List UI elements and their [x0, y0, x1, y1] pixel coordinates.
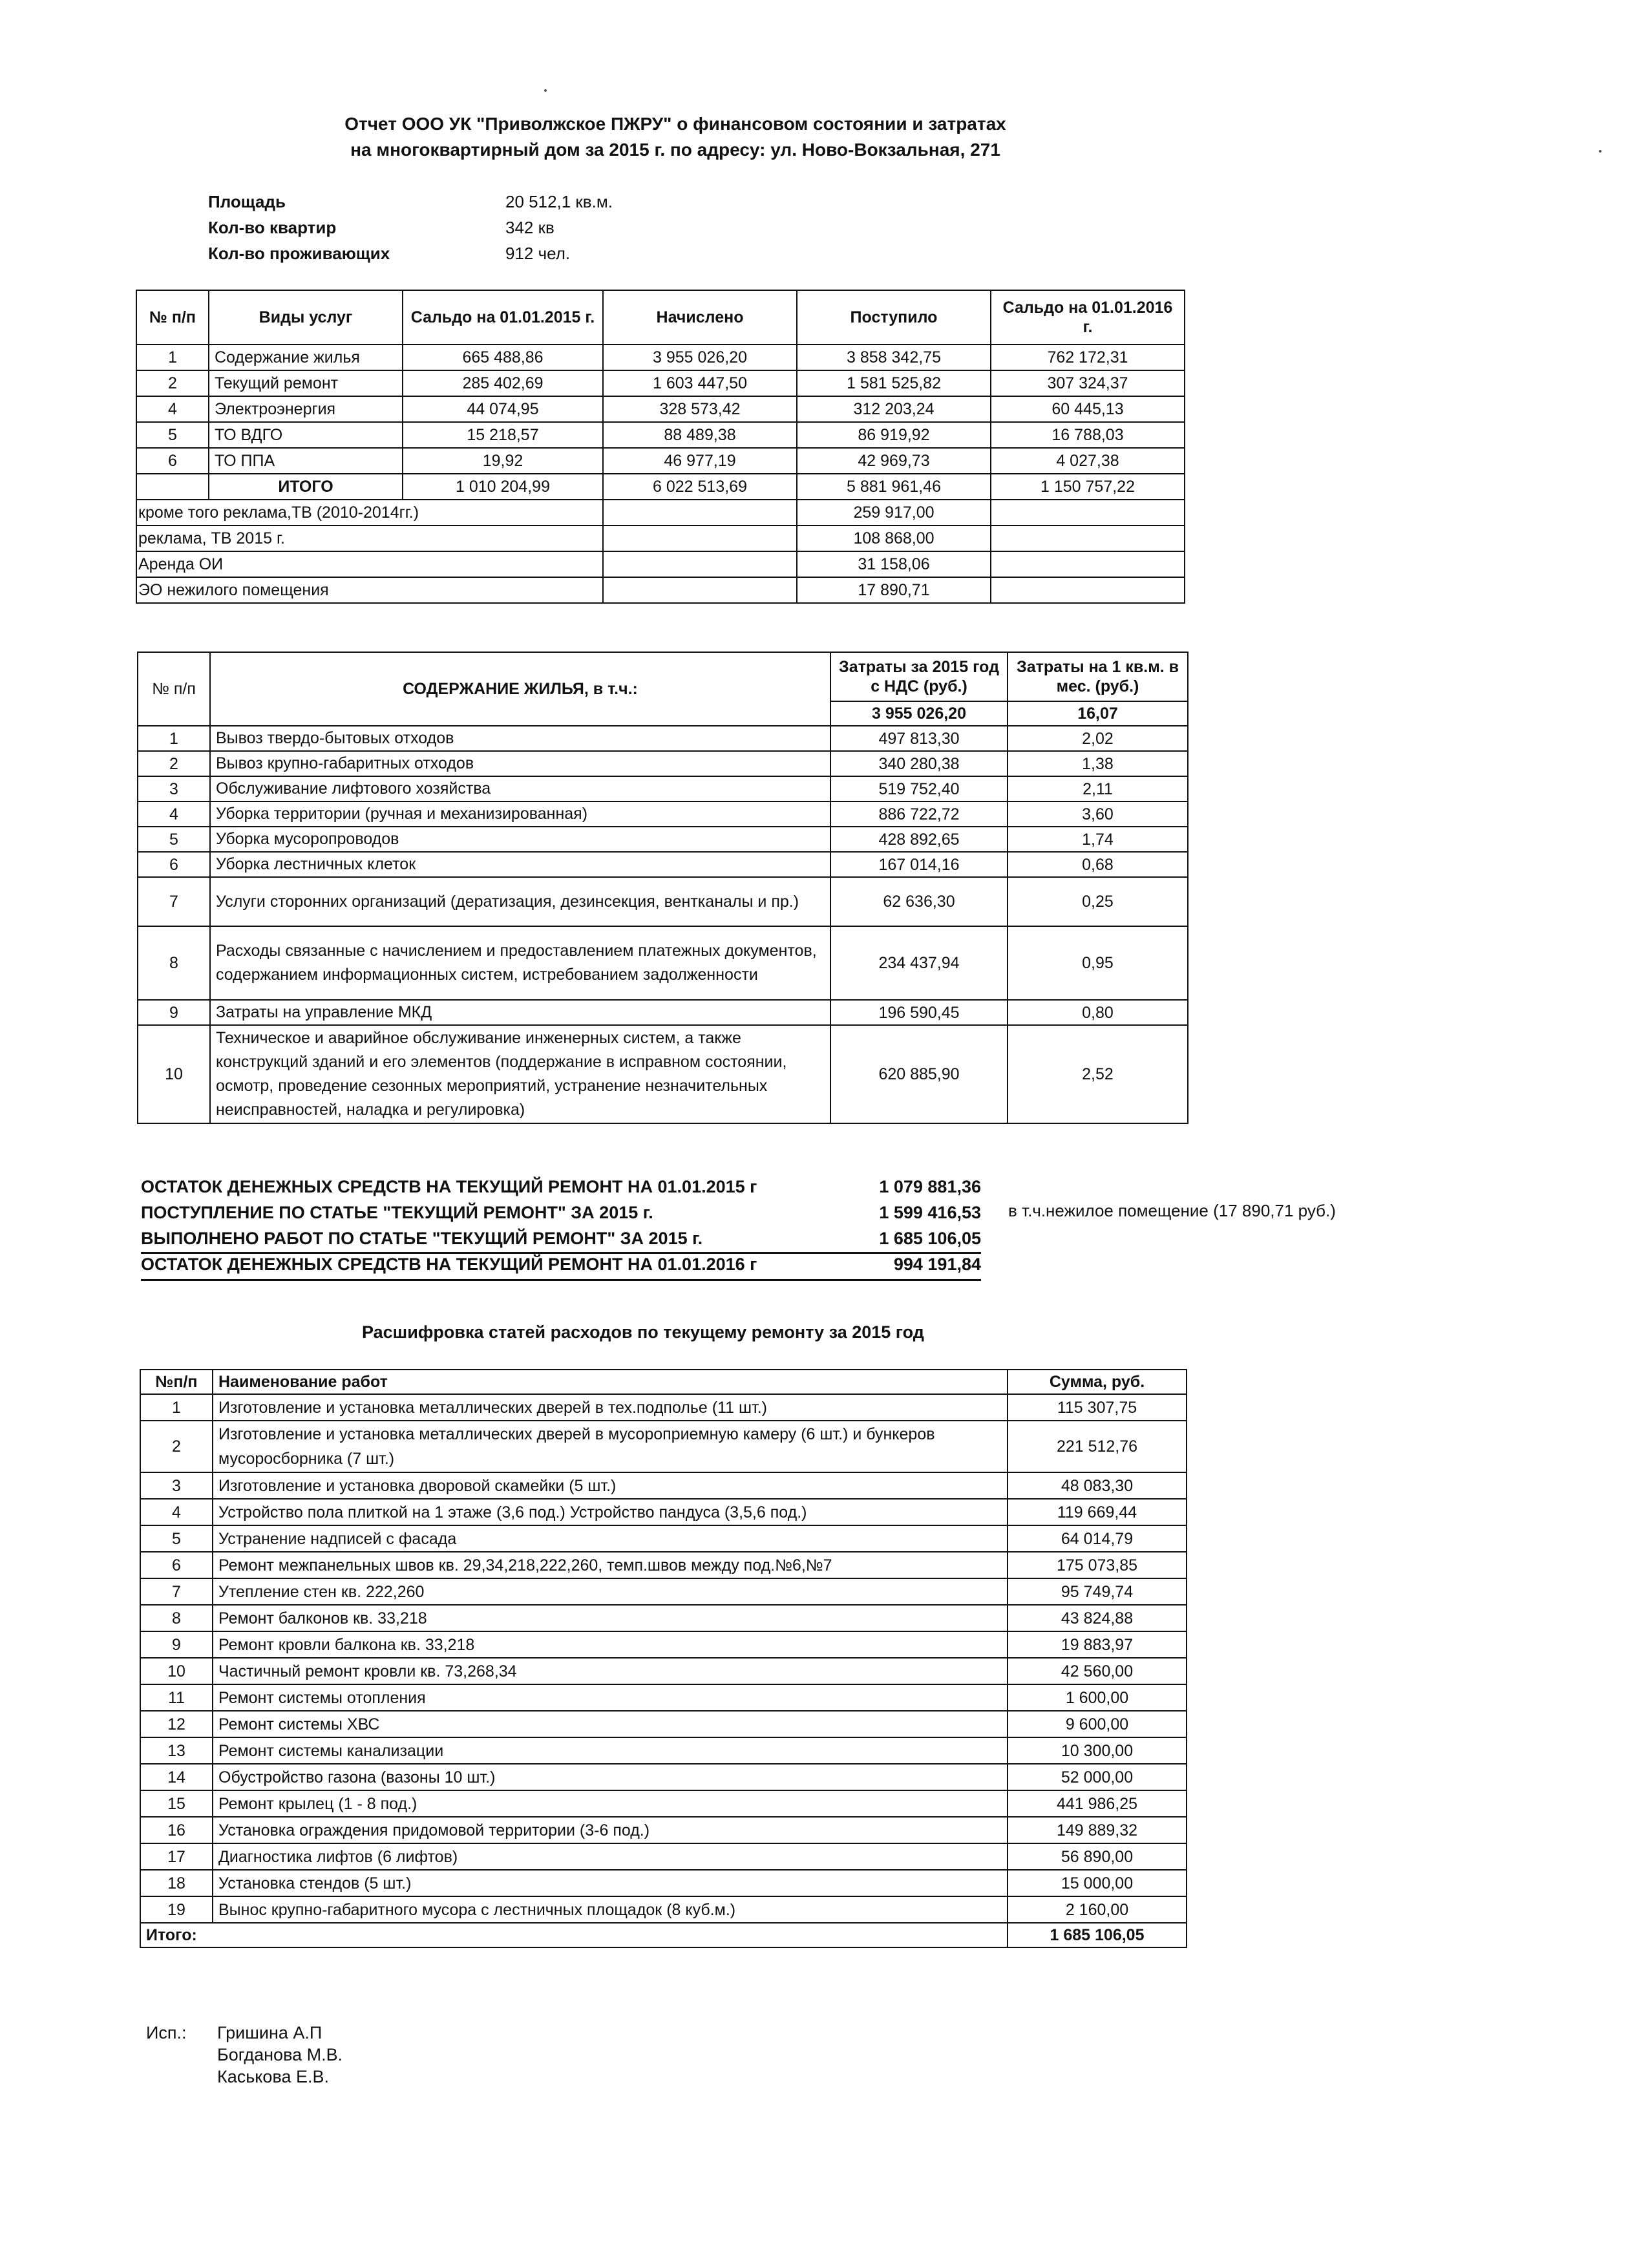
row-sum: 48 083,30 — [1008, 1472, 1187, 1499]
row-num: 10 — [138, 1025, 210, 1123]
row-num: 15 — [140, 1790, 213, 1817]
row-sum: 56 890,00 — [1008, 1843, 1187, 1870]
row-num: 6 — [138, 852, 210, 877]
total-saldo-end: 1 150 757,22 — [991, 474, 1185, 500]
row-num: 1 — [136, 344, 209, 370]
executor-name: Каськова Е.В. — [217, 2067, 330, 2086]
col-header-name: Наименование работ — [213, 1370, 1008, 1394]
summary-label: ВЫПОЛНЕНО РАБОТ ПО СТАТЬЕ "ТЕКУЩИЙ РЕМОНТ" ЗА 2015 г. — [141, 1229, 703, 1248]
row-received: 312 203,24 — [797, 396, 991, 422]
table-row — [140, 1658, 1187, 1684]
col-header-received: Поступило — [797, 290, 991, 344]
info-label: Кол-во проживающих — [208, 244, 390, 263]
col-header-num: № п/п — [136, 290, 209, 344]
row-num: 17 — [140, 1843, 213, 1870]
row-service: ТО ВДГО — [209, 422, 403, 448]
total-charged: 6 022 513,69 — [603, 474, 797, 500]
summary-value: 1 079 881,36 — [879, 1177, 981, 1196]
total-value: 1 685 106,05 — [1008, 1923, 1187, 1947]
row-per-m: 3,60 — [1008, 801, 1188, 827]
table-row — [138, 726, 1188, 751]
row-work-name: Ремонт системы отопления — [213, 1684, 1008, 1711]
row-num: 9 — [140, 1631, 213, 1658]
row-sum: 175 073,85 — [1008, 1552, 1187, 1578]
table-row — [138, 852, 1188, 877]
row-saldo-start: 44 074,95 — [403, 396, 603, 422]
row-num: 1 — [140, 1394, 213, 1421]
row-num: 8 — [140, 1605, 213, 1631]
table-row — [140, 1631, 1187, 1658]
total-cost: 3 955 026,20 — [830, 701, 1008, 726]
row-charged: 328 573,42 — [603, 396, 797, 422]
table-row — [140, 1394, 1187, 1421]
row-received: 1 581 525,82 — [797, 370, 991, 396]
col-header-service: Виды услуг — [209, 290, 403, 344]
repair-breakdown-title: Расшифровка статей расходов по текущему ремонту за 2015 год — [362, 1322, 924, 1342]
table-row — [140, 1711, 1187, 1737]
row-num: 8 — [138, 926, 210, 1000]
row-num: 4 — [138, 801, 210, 827]
row-per-m: 2,02 — [1008, 726, 1188, 751]
empty-cell — [603, 500, 797, 525]
row-work-name: Устранение надписей с фасада — [213, 1525, 1008, 1552]
table-row — [136, 344, 1185, 370]
total-row — [136, 474, 1185, 500]
table-row — [136, 525, 1185, 551]
row-work-name: Обустройство газона (вазоны 10 шт.) — [213, 1764, 1008, 1790]
row-sum: 9 600,00 — [1008, 1711, 1187, 1737]
row-sum: 42 560,00 — [1008, 1658, 1187, 1684]
extra-value: 259 917,00 — [797, 500, 991, 525]
scan-speck — [544, 89, 547, 92]
extra-income-body — [136, 500, 1185, 603]
row-charged: 3 955 026,20 — [603, 344, 797, 370]
maintenance-costs-body — [138, 726, 1188, 1123]
extra-value: 17 890,71 — [797, 577, 991, 603]
table-row — [140, 1684, 1187, 1711]
row-num: 11 — [140, 1684, 213, 1711]
empty-cell — [991, 525, 1185, 551]
table-row — [136, 448, 1185, 474]
row-saldo-end: 60 445,13 — [991, 396, 1185, 422]
row-charged: 1 603 447,50 — [603, 370, 797, 396]
summary-row — [141, 1225, 981, 1251]
table-header-row — [140, 1370, 1187, 1394]
row-cost: 886 722,72 — [830, 801, 1008, 827]
row-num: 6 — [140, 1552, 213, 1578]
row-num: 2 — [140, 1421, 213, 1472]
row-per-m: 0,68 — [1008, 852, 1188, 877]
row-sum: 15 000,00 — [1008, 1870, 1187, 1896]
row-num: 12 — [140, 1711, 213, 1737]
table-row — [140, 1764, 1187, 1790]
table-row — [138, 926, 1188, 1000]
row-num: 4 — [140, 1499, 213, 1525]
summary-value: 1 685 106,05 — [879, 1229, 981, 1248]
row-sum: 10 300,00 — [1008, 1737, 1187, 1764]
row-work-name: Частичный ремонт кровли кв. 73,268,34 — [213, 1658, 1008, 1684]
info-value: 20 512,1 кв.м. — [505, 192, 613, 211]
row-cost: 196 590,45 — [830, 1000, 1008, 1025]
table-row — [138, 827, 1188, 852]
info-label: Площадь — [208, 192, 286, 211]
row-sum: 64 014,79 — [1008, 1525, 1187, 1552]
row-work-name: Ремонт крылец (1 - 8 под.) — [213, 1790, 1008, 1817]
table-row — [140, 1472, 1187, 1499]
col-header-sum: Сумма, руб. — [1008, 1370, 1187, 1394]
table-row — [140, 1605, 1187, 1631]
total-saldo-start: 1 010 204,99 — [403, 474, 603, 500]
row-num: 2 — [136, 370, 209, 396]
info-value: 342 кв — [505, 218, 555, 237]
row-per-m: 2,52 — [1008, 1025, 1188, 1123]
table-row — [136, 370, 1185, 396]
table-row — [140, 1552, 1187, 1578]
table-row — [138, 776, 1188, 801]
row-description: Уборка лестничных клеток — [210, 852, 830, 877]
summary-value: 994 191,84 — [893, 1255, 981, 1274]
extra-label: Аренда ОИ — [136, 551, 603, 577]
row-saldo-start: 15 218,57 — [403, 422, 603, 448]
row-description: Вывоз крупно-габаритных отходов — [210, 751, 830, 776]
row-sum: 221 512,76 — [1008, 1421, 1187, 1472]
summary-row — [141, 1200, 981, 1225]
row-num: 19 — [140, 1896, 213, 1923]
table-row — [136, 577, 1185, 603]
extra-value: 108 868,00 — [797, 525, 991, 551]
empty-cell — [991, 551, 1185, 577]
repair-fund-summary — [141, 1174, 981, 1277]
table-row — [138, 751, 1188, 776]
row-num: 9 — [138, 1000, 210, 1025]
maintenance-costs-table — [137, 652, 1188, 1124]
table-row — [138, 1025, 1188, 1123]
row-num: 10 — [140, 1658, 213, 1684]
executors-names — [217, 2022, 343, 2088]
empty-cell — [603, 551, 797, 577]
table-row — [140, 1790, 1187, 1817]
row-num: 7 — [138, 877, 210, 926]
col-header-title: СОДЕРЖАНИЕ ЖИЛЬЯ, в т.ч.: — [210, 652, 830, 726]
row-num: 3 — [138, 776, 210, 801]
extra-label: кроме того реклама,ТВ (2010-2014гг.) — [136, 500, 603, 525]
services-balance-table — [136, 290, 1185, 604]
row-work-name: Изготовление и установка металлических дверей в мусороприемную камеру (6 шт.) и бункеров мусоросборника (7 шт.) — [213, 1421, 1008, 1472]
row-per-m: 2,11 — [1008, 776, 1188, 801]
row-work-name: Ремонт межпанельных швов кв. 29,34,218,222,260, темп.швов между под.№6,№7 — [213, 1552, 1008, 1578]
row-service: ТО ППА — [209, 448, 403, 474]
table-row — [138, 877, 1188, 926]
row-cost: 620 885,90 — [830, 1025, 1008, 1123]
total-label: Итого: — [140, 1923, 1008, 1947]
row-description: Расходы связанные с начислением и предоставлением платежных документов, содержанием информационных систем, истребованием задолженности — [210, 926, 830, 1000]
row-sum: 115 307,75 — [1008, 1394, 1187, 1421]
col-header-saldo-start: Сальдо на 01.01.2015 г. — [403, 290, 603, 344]
row-service: Содержание жилья — [209, 344, 403, 370]
report-title-line1: Отчет ООО УК "Приволжское ПЖРУ" о финансовом состоянии и затратах — [344, 114, 1006, 134]
row-per-m: 0,80 — [1008, 1000, 1188, 1025]
row-num: 7 — [140, 1578, 213, 1605]
row-work-name: Ремонт балконов кв. 33,218 — [213, 1605, 1008, 1631]
table-row — [140, 1578, 1187, 1605]
row-num: 2 — [138, 751, 210, 776]
table-row — [136, 422, 1185, 448]
summary-row — [141, 1251, 981, 1277]
summary-value: 1 599 416,53 — [879, 1203, 981, 1222]
row-cost: 234 437,94 — [830, 926, 1008, 1000]
row-cost: 428 892,65 — [830, 827, 1008, 852]
row-cost: 519 752,40 — [830, 776, 1008, 801]
col-header-saldo-end: Сальдо на 01.01.2016 г. — [991, 290, 1185, 344]
row-work-name: Установка стендов (5 шт.) — [213, 1870, 1008, 1896]
row-sum: 1 600,00 — [1008, 1684, 1187, 1711]
row-sum: 95 749,74 — [1008, 1578, 1187, 1605]
row-service: Текущий ремонт — [209, 370, 403, 396]
summary-note: в т.ч.нежилое помещение (17 890,71 руб.) — [1008, 1201, 1336, 1220]
row-per-m: 0,25 — [1008, 877, 1188, 926]
table-row — [138, 801, 1188, 827]
row-work-name: Диагностика лифтов (6 лифтов) — [213, 1843, 1008, 1870]
report-title-line2: на многоквартирный дом за 2015 г. по адресу: ул. Ново-Вокзальная, 271 — [350, 140, 1000, 160]
row-work-name: Установка ограждения придомовой территории (3-6 под.) — [213, 1817, 1008, 1843]
row-description: Вывоз твердо-бытовых отходов — [210, 726, 830, 751]
row-sum: 2 160,00 — [1008, 1896, 1187, 1923]
row-work-name: Ремонт кровли балкона кв. 33,218 — [213, 1631, 1008, 1658]
row-description: Обслуживание лифтового хозяйства — [210, 776, 830, 801]
row-work-name: Вынос крупно-габаритного мусора с лестничных площадок (8 куб.м.) — [213, 1896, 1008, 1923]
info-row-residents — [208, 240, 699, 266]
table-row — [136, 551, 1185, 577]
table-row — [140, 1499, 1187, 1525]
row-description: Уборка мусоропроводов — [210, 827, 830, 852]
total-row — [140, 1923, 1187, 1947]
empty-cell — [603, 525, 797, 551]
row-saldo-end: 4 027,38 — [991, 448, 1185, 474]
row-work-name: Утепление стен кв. 222,260 — [213, 1578, 1008, 1605]
summary-divider — [141, 1279, 981, 1281]
empty-cell — [991, 500, 1185, 525]
report-title — [304, 111, 1047, 163]
table-header-row — [136, 290, 1185, 344]
row-cost: 62 636,30 — [830, 877, 1008, 926]
empty-cell — [991, 577, 1185, 603]
row-per-m: 0,95 — [1008, 926, 1188, 1000]
row-num: 13 — [140, 1737, 213, 1764]
row-description: Услуги сторонних организаций (дератизация, дезинсекция, вентканалы и пр.) — [210, 877, 830, 926]
col-header-per-m: Затраты на 1 кв.м. в мес. (руб.) — [1008, 652, 1188, 701]
col-header-charged: Начислено — [603, 290, 797, 344]
table-row — [140, 1737, 1187, 1764]
row-received: 42 969,73 — [797, 448, 991, 474]
building-info — [208, 189, 699, 266]
repair-breakdown-table — [140, 1369, 1187, 1948]
row-sum: 119 669,44 — [1008, 1499, 1187, 1525]
table-row — [140, 1817, 1187, 1843]
summary-label: ОСТАТОК ДЕНЕЖНЫХ СРЕДСТВ НА ТЕКУЩИЙ РЕМОНТ НА 01.01.2016 г — [141, 1255, 757, 1274]
table-row — [140, 1870, 1187, 1896]
info-row-area — [208, 189, 699, 215]
executors — [146, 2022, 343, 2086]
row-per-m: 1,74 — [1008, 827, 1188, 852]
table-row — [136, 396, 1185, 422]
row-sum: 19 883,97 — [1008, 1631, 1187, 1658]
row-charged: 88 489,38 — [603, 422, 797, 448]
services-balance-body — [136, 344, 1185, 474]
row-received: 3 858 342,75 — [797, 344, 991, 370]
info-label: Кол-во квартир — [208, 218, 337, 237]
row-work-name: Ремонт системы канализации — [213, 1737, 1008, 1764]
row-saldo-end: 307 324,37 — [991, 370, 1185, 396]
row-num: 6 — [136, 448, 209, 474]
info-row-apartments — [208, 215, 699, 240]
row-per-m: 1,38 — [1008, 751, 1188, 776]
extra-label: реклама, ТВ 2015 г. — [136, 525, 603, 551]
table-row — [140, 1525, 1187, 1552]
scan-speck — [1599, 150, 1601, 153]
summary-label: ОСТАТОК ДЕНЕЖНЫХ СРЕДСТВ НА ТЕКУЩИЙ РЕМОНТ НА 01.01.2015 г — [141, 1177, 757, 1196]
row-sum: 43 824,88 — [1008, 1605, 1187, 1631]
empty-cell — [603, 577, 797, 603]
row-work-name: Изготовление и установка дворовой скамейки (5 шт.) — [213, 1472, 1008, 1499]
row-num: 16 — [140, 1817, 213, 1843]
info-value: 912 чел. — [505, 244, 571, 263]
table-row — [140, 1896, 1187, 1923]
row-num: 5 — [136, 422, 209, 448]
row-work-name: Устройство пола плиткой на 1 этаже (3,6 под.) Устройство пандуса (3,5,6 под.) — [213, 1499, 1008, 1525]
row-num: 4 — [136, 396, 209, 422]
repair-breakdown-body — [140, 1394, 1187, 1923]
row-saldo-start: 285 402,69 — [403, 370, 603, 396]
row-saldo-start: 665 488,86 — [403, 344, 603, 370]
table-row — [136, 500, 1185, 525]
table-header-row — [138, 652, 1188, 701]
col-header-cost: Затраты за 2015 год с НДС (руб.) — [830, 652, 1008, 701]
row-num: 5 — [138, 827, 210, 852]
summary-row — [141, 1174, 981, 1200]
row-num: 3 — [140, 1472, 213, 1499]
executor-name: Гришина А.П — [217, 2023, 322, 2042]
row-description: Уборка территории (ручная и механизированная) — [210, 801, 830, 827]
row-description: Затраты на управление МКД — [210, 1000, 830, 1025]
row-num: 18 — [140, 1870, 213, 1896]
row-sum: 441 986,25 — [1008, 1790, 1187, 1817]
col-header-num: № п/п — [138, 652, 210, 726]
row-num: 5 — [140, 1525, 213, 1552]
row-service: Электроэнергия — [209, 396, 403, 422]
row-saldo-start: 19,92 — [403, 448, 603, 474]
row-work-name: Изготовление и установка металлических дверей в тех.подполье (11 шт.) — [213, 1394, 1008, 1421]
row-sum: 52 000,00 — [1008, 1764, 1187, 1790]
row-cost: 497 813,30 — [830, 726, 1008, 751]
row-num: 1 — [138, 726, 210, 751]
extra-label: ЭО нежилого помещения — [136, 577, 603, 603]
table-row — [140, 1843, 1187, 1870]
row-num: 14 — [140, 1764, 213, 1790]
row-cost: 167 014,16 — [830, 852, 1008, 877]
total-label: ИТОГО — [209, 474, 403, 500]
total-received: 5 881 961,46 — [797, 474, 991, 500]
executors-label: Исп.: — [146, 2023, 187, 2042]
summary-label: ПОСТУПЛЕНИЕ ПО СТАТЬЕ "ТЕКУЩИЙ РЕМОНТ" ЗА 2015 г. — [141, 1203, 653, 1222]
row-saldo-end: 762 172,31 — [991, 344, 1185, 370]
row-sum: 149 889,32 — [1008, 1817, 1187, 1843]
row-work-name: Ремонт системы ХВС — [213, 1711, 1008, 1737]
table-row — [140, 1421, 1187, 1472]
executor-name: Богданова М.В. — [217, 2045, 343, 2064]
col-header-num: №п/п — [140, 1370, 213, 1394]
table-row — [138, 1000, 1188, 1025]
row-received: 86 919,92 — [797, 422, 991, 448]
row-description: Техническое и аварийное обслуживание инженерных систем, а также конструкций зданий и его элементов (поддержание в исправном состоянии, осмотр, проведение сезонных мероприятий, устранение незначительных неисправностей, наладка и регулировка) — [210, 1025, 830, 1123]
row-cost: 340 280,38 — [830, 751, 1008, 776]
total-per-m: 16,07 — [1008, 701, 1188, 726]
extra-value: 31 158,06 — [797, 551, 991, 577]
row-saldo-end: 16 788,03 — [991, 422, 1185, 448]
row-charged: 46 977,19 — [603, 448, 797, 474]
